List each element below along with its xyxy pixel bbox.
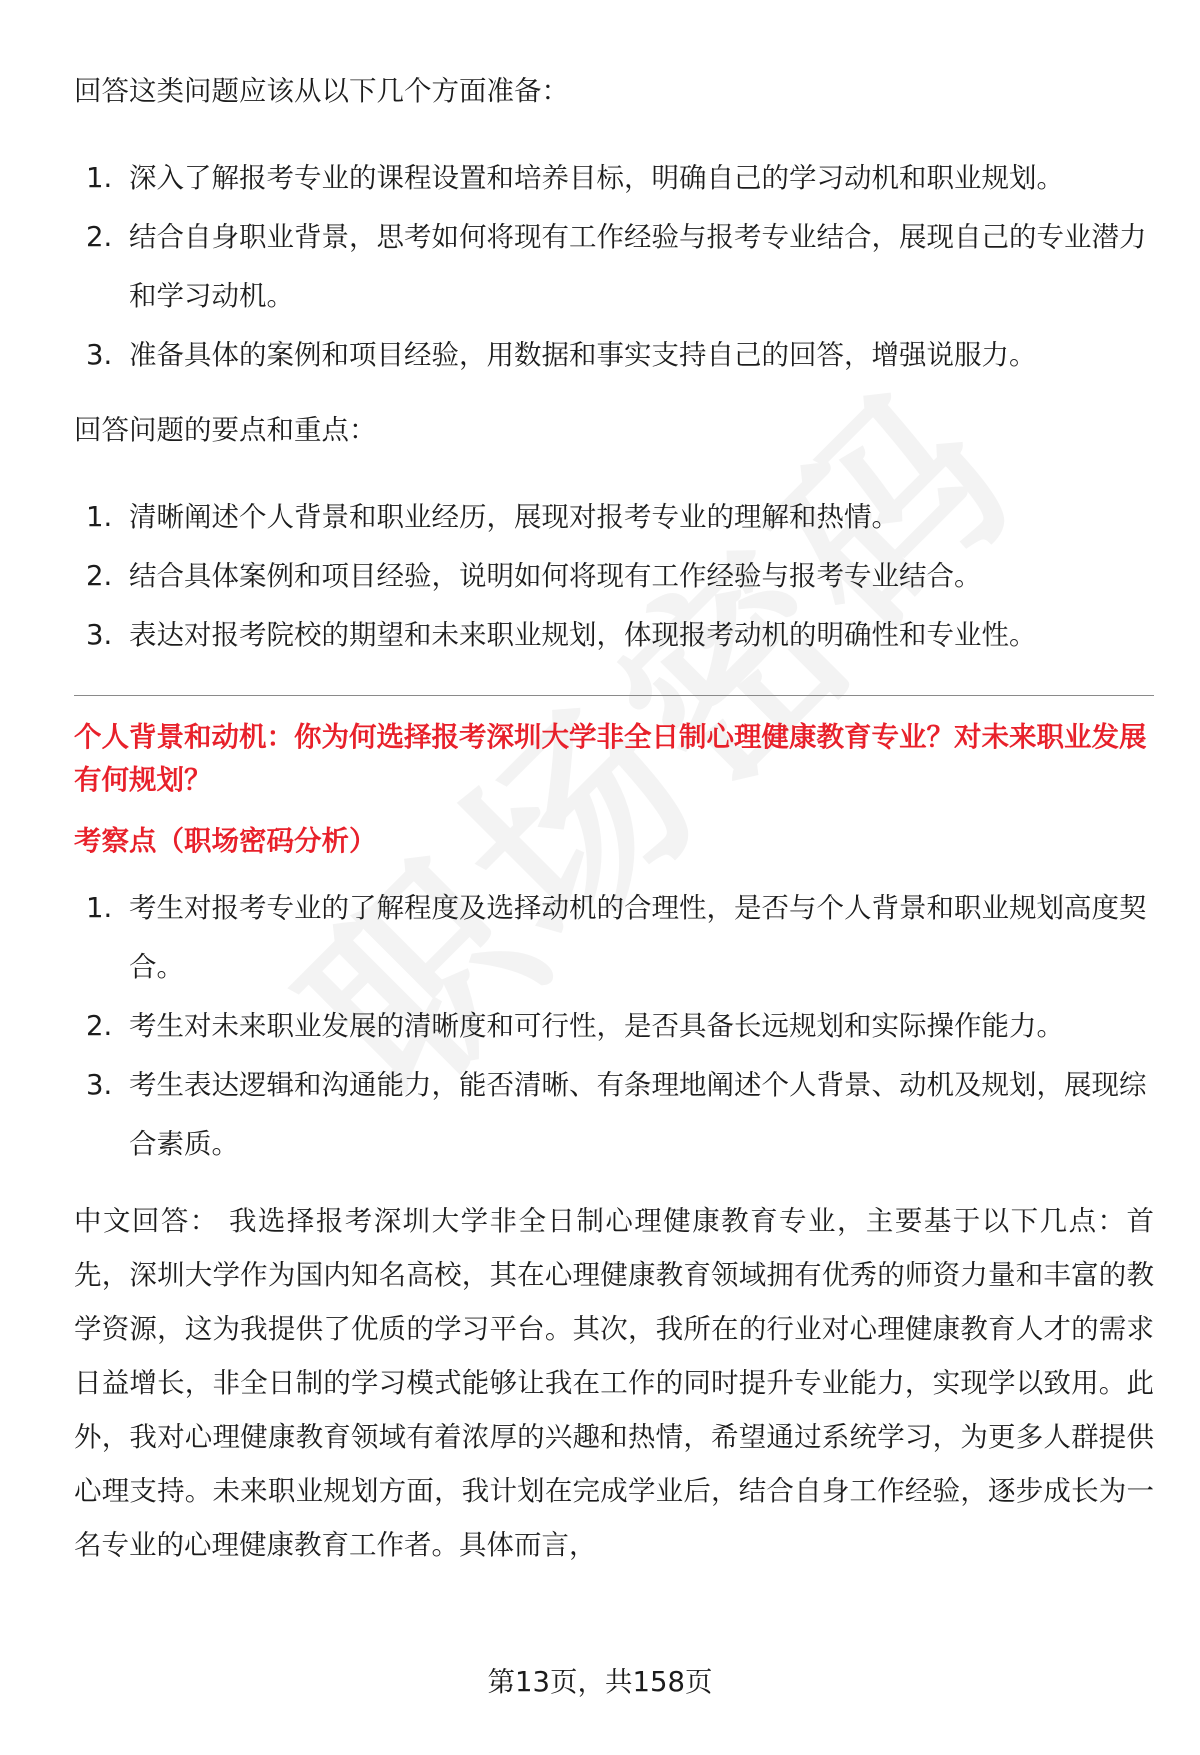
list-item bbox=[74, 149, 1154, 208]
question-subtitle: 考察点（职场密码分析） bbox=[74, 825, 377, 857]
list-number: 3. bbox=[86, 1069, 113, 1101]
section1-intro: 回答这类问题应该从以下几个方面准备： bbox=[74, 75, 569, 107]
section2-list bbox=[74, 488, 1154, 665]
list-number: 1. bbox=[86, 892, 113, 924]
list-item bbox=[74, 997, 1154, 1056]
list-text: 考生表达逻辑和沟通能力，能否清晰、有条理地阐述个人背景、动机及规划，展现综合素质。 bbox=[129, 1069, 1147, 1160]
list-item bbox=[74, 547, 1154, 606]
section-divider bbox=[74, 695, 1154, 696]
list-item bbox=[74, 208, 1154, 326]
list-text: 结合自身职业背景，思考如何将现有工作经验与报考专业结合，展现自己的专业潜力和学习动机。 bbox=[129, 221, 1147, 312]
page-content bbox=[74, 62, 1154, 1572]
list-number: 1. bbox=[86, 162, 113, 194]
list-text: 结合具体案例和项目经验，说明如何将现有工作经验与报考专业结合。 bbox=[129, 560, 982, 592]
page-number-footer: 第13页，共158页 bbox=[487, 1666, 713, 1698]
section1-list bbox=[74, 149, 1154, 385]
list-item bbox=[74, 326, 1154, 385]
list-number: 2. bbox=[86, 221, 113, 253]
list-number: 2. bbox=[86, 560, 113, 592]
question-title: 个人背景和动机：你为何选择报考深圳大学非全日制心理健康教育专业？对未来职业发展有何规划？ bbox=[74, 721, 1147, 796]
list-item bbox=[74, 488, 1154, 547]
list-text: 表达对报考院校的期望和未来职业规划，体现报考动机的明确性和专业性。 bbox=[129, 619, 1037, 651]
list-item bbox=[74, 606, 1154, 665]
list-number: 3. bbox=[86, 339, 113, 371]
answer-paragraph: 中文回答： 我选择报考深圳大学非全日制心理健康教育专业，主要基于以下几点：首先，深圳大学作为国内知名高校，其在心理健康教育领域拥有优秀的师资力量和丰富的教学资源，这为我提供了优质的学习平台。其次，我所在的行业对心理健康教育人才的需求日益增长，非全日制的学习模式能够让我在工作的同时提升专业能力，实现学以致用。此外，我对心理健康教育领域有着浓厚的兴趣和热情，希望通过系统学习，为更多人群提供心理支持。未来职业规划方面，我计划在完成学业后，结合自身工作经验，逐步成长为一名专业的心理健康教育工作者。具体而言， bbox=[74, 1205, 1154, 1561]
list-item bbox=[74, 1056, 1154, 1174]
list-text: 考生对未来职业发展的清晰度和可行性，是否具备长远规划和实际操作能力。 bbox=[129, 1010, 1064, 1042]
list-item bbox=[74, 879, 1154, 997]
list-number: 1. bbox=[86, 501, 113, 533]
list-text: 深入了解报考专业的课程设置和培养目标，明确自己的学习动机和职业规划。 bbox=[129, 162, 1064, 194]
list-text: 考生对报考专业的了解程度及选择动机的合理性，是否与个人背景和职业规划高度契合。 bbox=[129, 892, 1147, 983]
list-number: 2. bbox=[86, 1010, 113, 1042]
list-text: 清晰阐述个人背景和职业经历，展现对报考专业的理解和热情。 bbox=[129, 501, 899, 533]
question-points-list bbox=[74, 879, 1154, 1174]
list-text: 准备具体的案例和项目经验，用数据和事实支持自己的回答，增强说服力。 bbox=[129, 339, 1037, 371]
list-number: 3. bbox=[86, 619, 113, 651]
section2-intro: 回答问题的要点和重点： bbox=[74, 414, 377, 446]
